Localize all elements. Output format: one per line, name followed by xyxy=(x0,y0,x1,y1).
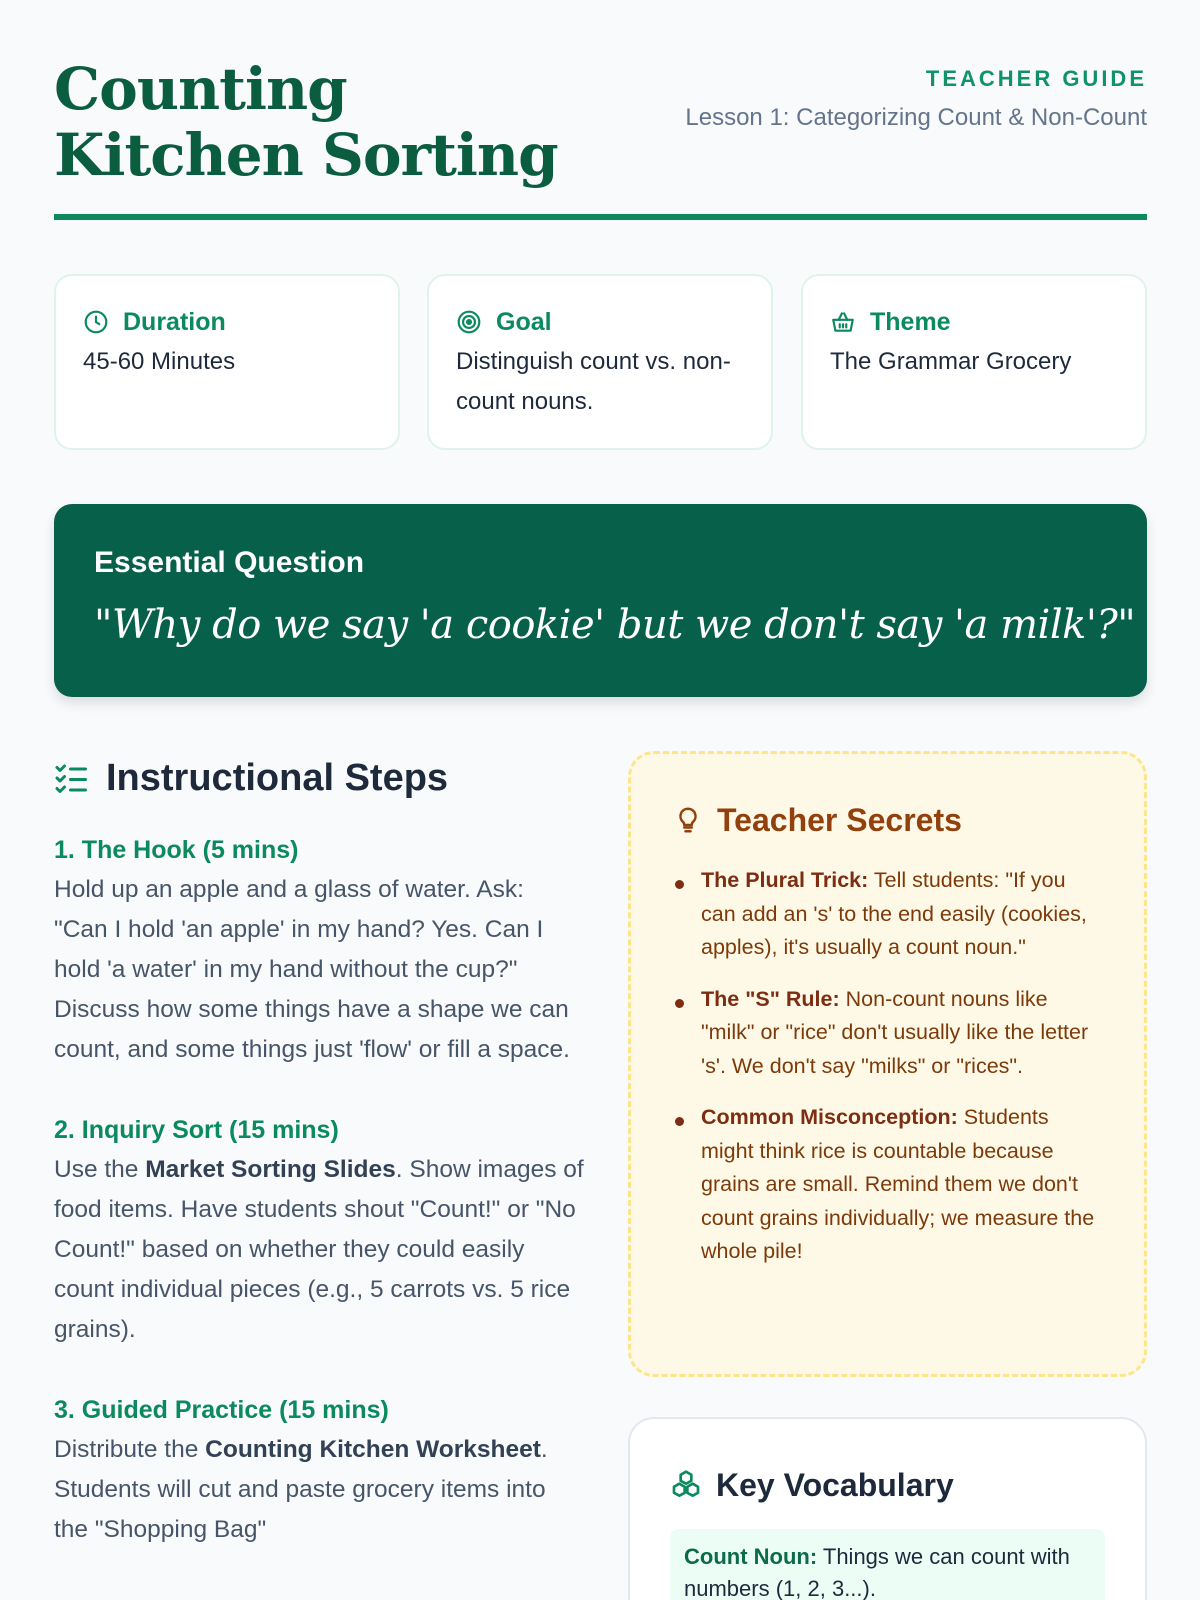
essential-question-banner xyxy=(54,504,1147,697)
clock-icon xyxy=(83,309,109,335)
essential-question-label: Essential Question xyxy=(94,546,365,579)
info-cards xyxy=(54,274,1147,450)
card-value: Distinguish count vs. non-count nouns. xyxy=(456,348,731,415)
material-name: Market Sorting Slides xyxy=(145,1156,396,1183)
essential-question-quote: "Why do we say 'a cookie' but we don't say 'a milk'?" xyxy=(94,602,1136,648)
page-title: Counting Kitchen Sorting xyxy=(54,55,558,189)
steps-title: Instructional Steps xyxy=(106,756,449,799)
step-title: 3. Guided Practice (15 mins) xyxy=(54,1396,389,1424)
page-header xyxy=(54,56,1147,220)
secret-item: Common Misconception: Students might think rice is countable because grains are small. Remind them we don't count grains individually; we measure the whole pile! xyxy=(673,1101,1102,1269)
secrets-title: Teacher Secrets xyxy=(717,801,962,838)
goal-card xyxy=(427,274,773,450)
card-label: Duration xyxy=(123,307,226,336)
material-name: Counting Kitchen Worksheet xyxy=(205,1436,541,1463)
guide-label: TEACHER GUIDE xyxy=(925,66,1147,91)
vocab-definition: Things we can count with numbers (1, 2, 3...). xyxy=(684,1544,1070,1600)
lesson-subtitle: Lesson 1: Categorizing Count & Non-Count xyxy=(685,104,1147,131)
step-item xyxy=(54,1390,584,1550)
step-item xyxy=(54,1110,584,1350)
card-value: 45-60 Minutes xyxy=(83,348,236,375)
target-icon xyxy=(456,309,482,335)
key-vocabulary-box xyxy=(628,1417,1147,1600)
vocab-item xyxy=(670,1529,1105,1600)
step-body: Hold up an apple and a glass of water. Ask: "Can I hold 'an apple' in my hand? Yes. Can I hold 'a water' in my hand without the cup?" Discuss how some things have a shape we can count, and some things just 'flow' or fill a space. xyxy=(54,876,570,1063)
card-label: Goal xyxy=(496,307,552,336)
vocab-title: Key Vocabulary xyxy=(716,1466,954,1503)
basket-icon xyxy=(830,309,856,335)
lightbulb-icon xyxy=(673,805,703,835)
duration-card xyxy=(54,274,400,450)
step-title: 1. The Hook (5 mins) xyxy=(54,836,299,864)
teacher-secrets-box xyxy=(628,751,1147,1377)
instructional-steps xyxy=(54,752,584,1600)
step-body: Use the Market Sorting Slides. Show images of food items. Have students shout "Count!" or "No Count!" based on whether they could easily count individual pieces (e.g., 5 carrots vs. 5 rice grains). xyxy=(54,1156,584,1343)
step-item xyxy=(54,830,584,1070)
checklist-icon xyxy=(54,760,90,796)
card-value: The Grammar Grocery xyxy=(830,348,1072,375)
secret-item: The Plural Trick: Tell students: "If you can add an 's' to the end easily (cookies, apples), it's usually a count noun." xyxy=(673,864,1102,965)
cubes-icon xyxy=(670,1469,702,1501)
lesson-page xyxy=(54,0,1147,1600)
card-label: Theme xyxy=(870,307,951,336)
theme-card xyxy=(801,274,1147,450)
step-title: 2. Inquiry Sort (15 mins) xyxy=(54,1116,339,1144)
vocab-term: Count Noun: xyxy=(684,1544,818,1569)
secret-item: The "S" Rule: Non-count nouns like "milk" or "rice" don't usually like the letter 's'. We don't say "milks" or "rices". xyxy=(673,983,1102,1084)
step-body: Distribute the Counting Kitchen Worksheet. Students will cut and paste grocery items into the "Shopping Bag" xyxy=(54,1436,548,1543)
